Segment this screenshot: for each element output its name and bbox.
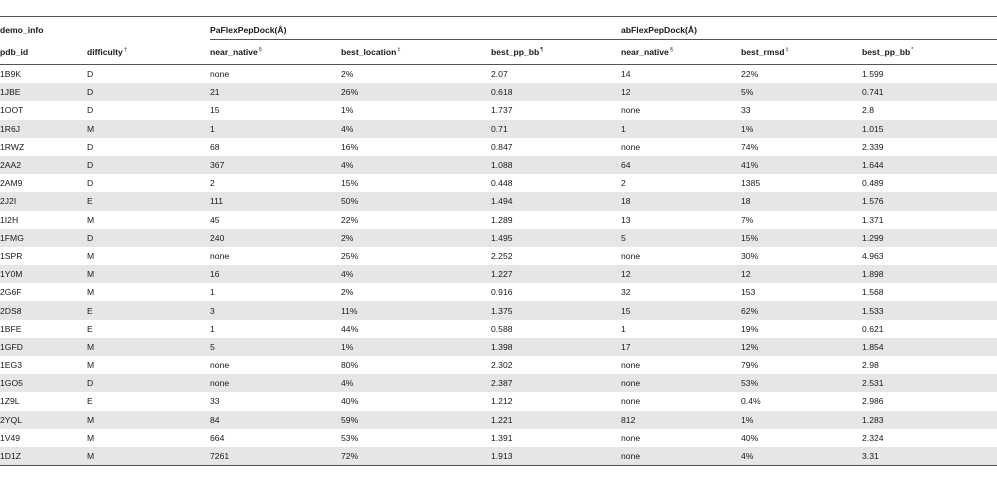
table-row [0, 229, 997, 247]
table-cell: 62% [741, 301, 862, 319]
table-row [0, 429, 997, 447]
table-cell: 1I2H [0, 214, 19, 225]
table-cell: 1BFE [0, 323, 22, 334]
table-cell: 0.448 [491, 178, 513, 189]
table-cell: 664 [210, 432, 225, 443]
table-cell: 84 [210, 411, 341, 429]
table-cell: 1 [210, 120, 341, 138]
column-header-label: best_pp_bb [862, 47, 911, 57]
column-header-1 [87, 40, 210, 65]
table-cell: 4% [341, 120, 491, 138]
table-cell: D [87, 229, 210, 247]
table-cell: 21 [210, 83, 341, 101]
table-cell: 80% [341, 360, 359, 371]
column-header-label: near_native [621, 47, 669, 57]
table-cell: 1GO5 [0, 374, 87, 392]
table-row [0, 101, 997, 119]
table-cell: 0.621 [862, 323, 884, 334]
footnote-marker: * [911, 47, 914, 54]
table-cell: M [87, 214, 95, 225]
table-cell: 2G6F [0, 287, 22, 298]
table-row [0, 283, 997, 301]
table-row [0, 174, 997, 192]
column-header-2 [210, 40, 341, 65]
table-cell: 2.98 [862, 360, 879, 371]
table-cell: 1.299 [862, 229, 997, 247]
table-cell: 2.252 [491, 250, 513, 261]
table-cell: E [87, 396, 93, 407]
table-cell: 2DS8 [0, 301, 87, 319]
table-cell: 5 [210, 338, 341, 356]
table-cell: E [87, 301, 210, 319]
table-cell: 7261 [210, 447, 341, 466]
table-cell: 3.31 [862, 447, 997, 466]
table-cell: M [87, 432, 95, 443]
table-cell: 812 [621, 411, 741, 429]
table-cell: 15% [741, 229, 862, 247]
group-header-pa: PaFlexPepDock(Å) [210, 17, 621, 40]
table-cell: 7% [741, 214, 754, 225]
table-cell: 1.644 [862, 156, 997, 174]
table-cell: 45 [210, 214, 220, 225]
table-row [0, 338, 997, 356]
table-cell: 2% [341, 287, 354, 298]
table-cell: 11% [341, 301, 491, 319]
table-row [0, 83, 997, 101]
table-row [0, 138, 997, 156]
table-cell: 2.339 [862, 141, 884, 152]
table-cell: none [210, 360, 230, 371]
table-cell: 1.391 [491, 432, 513, 443]
table-cell: 2J2I [0, 192, 87, 210]
table-cell: 0.618 [491, 83, 621, 101]
table-cell: 0.489 [862, 178, 884, 189]
table-cell: 1V49 [0, 432, 21, 443]
column-header-row [0, 40, 997, 65]
table-cell: 26% [341, 83, 491, 101]
table-cell: 44% [341, 323, 359, 334]
table-cell: 0.4% [741, 396, 761, 407]
table-cell: 1SPR [0, 250, 23, 261]
column-header-3 [341, 40, 491, 65]
table-cell: 1.854 [862, 338, 997, 356]
footnote-marker: ‡ [397, 47, 401, 54]
column-header-0 [0, 40, 87, 65]
table-cell: 17 [621, 338, 741, 356]
table-cell: 3 [210, 301, 341, 319]
table-cell: 1.283 [862, 411, 997, 429]
table-cell: 53% [741, 374, 862, 392]
table-cell: 32 [621, 287, 631, 298]
table-cell: 240 [210, 229, 341, 247]
column-header-label: best_pp_bb [491, 47, 540, 57]
table-cell: 2% [341, 69, 354, 80]
table-cell: 1.913 [491, 447, 621, 466]
table-cell: 30% [741, 250, 759, 261]
table-cell: 1.576 [862, 192, 997, 210]
table-cell: M [87, 120, 210, 138]
table-row [0, 192, 997, 210]
table-cell: 2.302 [491, 360, 513, 371]
table-cell: 1% [741, 411, 862, 429]
table-cell: 1.494 [491, 192, 621, 210]
table-cell: 12 [621, 83, 741, 101]
table-cell: 19% [741, 323, 759, 334]
table-cell: 1FMG [0, 229, 87, 247]
table-cell: 14 [621, 69, 631, 80]
table-cell: 2AM9 [0, 178, 23, 189]
table-cell: M [87, 265, 210, 283]
table-cell: 1.221 [491, 411, 621, 429]
table-cell: 111 [210, 192, 341, 210]
table-cell: D [87, 141, 94, 152]
table-cell: 1Y0M [0, 265, 87, 283]
table-cell: none [621, 105, 641, 116]
column-header-6 [741, 40, 862, 65]
table-cell: 1.495 [491, 229, 621, 247]
footnote-marker: † [123, 46, 127, 53]
table-cell: 12% [741, 338, 862, 356]
table-cell: 64 [621, 156, 741, 174]
table-cell: 72% [341, 447, 491, 466]
table-cell: 40% [341, 396, 359, 407]
table-cell: D [87, 105, 94, 116]
table-body [0, 65, 997, 466]
table-cell: 25% [341, 250, 359, 261]
table-cell: 12 [621, 265, 741, 283]
table-cell: 1.898 [862, 265, 997, 283]
table-cell: 1 [621, 323, 626, 334]
table-cell: 1RWZ [0, 141, 25, 152]
table-row [0, 320, 997, 338]
table-cell: 1Z9L [0, 396, 20, 407]
table-cell: D [87, 69, 94, 80]
table-cell: 50% [341, 192, 491, 210]
table-cell: D [87, 178, 94, 189]
table-cell: 1.088 [491, 156, 621, 174]
table-cell: 1GFD [0, 338, 87, 356]
table-cell: 1385 [741, 178, 761, 189]
results-table [0, 16, 997, 466]
column-header-7 [862, 40, 997, 65]
table-cell: 18 [741, 192, 862, 210]
table-cell: 2.986 [862, 396, 884, 407]
table-cell: 2.8 [862, 105, 874, 116]
table-row [0, 65, 997, 84]
table-cell: none [621, 360, 641, 371]
table-cell: E [87, 323, 93, 334]
table-cell: 1.568 [862, 287, 884, 298]
table-row [0, 156, 997, 174]
table-cell: 15 [621, 301, 741, 319]
table-cell: 367 [210, 156, 341, 174]
table-cell: 1OOT [0, 105, 24, 116]
table-cell: none [621, 396, 641, 407]
column-header-label: pdb_id [0, 46, 29, 57]
table-cell: D [87, 156, 210, 174]
table-cell: 1.375 [491, 301, 621, 319]
table-cell: 2.531 [862, 374, 997, 392]
table-cell: 74% [741, 141, 759, 152]
table-row [0, 211, 997, 229]
table-cell: 1.371 [862, 214, 884, 225]
table-cell: 53% [341, 432, 359, 443]
table-cell: 2 [210, 178, 215, 189]
table-cell: 33 [210, 396, 220, 407]
table-cell: 4% [341, 374, 491, 392]
table-cell: 59% [341, 411, 491, 429]
table-cell: M [87, 411, 210, 429]
table-cell: M [87, 250, 95, 261]
table-row [0, 447, 997, 466]
table-cell: 0.71 [491, 120, 621, 138]
table-cell: 1.015 [862, 120, 997, 138]
table-cell: 1 [210, 323, 215, 334]
table-cell: none [621, 141, 641, 152]
table-cell: 1JBE [0, 83, 87, 101]
group-header-row [0, 17, 997, 40]
table-cell: 2AA2 [0, 156, 87, 174]
table-cell: 5% [741, 83, 862, 101]
table-cell: 5 [621, 229, 741, 247]
footnote-marker: ¶ [540, 47, 544, 54]
table-cell: 16 [210, 265, 341, 283]
table-cell: 1.533 [862, 301, 997, 319]
table-cell: 4% [341, 265, 491, 283]
table-cell: D [87, 374, 210, 392]
table-cell: M [87, 287, 95, 298]
column-header-label: difficulty [87, 46, 123, 57]
table-cell: 22% [341, 214, 359, 225]
table-cell: 2.387 [491, 374, 621, 392]
table-row [0, 301, 997, 319]
column-header-4 [491, 40, 621, 65]
table-cell: 12 [741, 265, 862, 283]
column-header-label: near_native [210, 47, 258, 57]
table-cell: 1EG3 [0, 360, 22, 371]
table-cell: 1.599 [862, 69, 884, 80]
table-cell: 18 [621, 192, 741, 210]
table-cell: 1 [621, 120, 741, 138]
table-cell: 15% [341, 178, 359, 189]
table-cell: 16% [341, 141, 359, 152]
column-header-label: best_location [341, 47, 397, 57]
table-cell: none [210, 374, 341, 392]
table-cell: 2.324 [862, 432, 884, 443]
table-cell: 2 [621, 178, 626, 189]
table-cell: E [87, 192, 210, 210]
table-cell: 2YQL [0, 411, 87, 429]
table-cell: none [210, 250, 230, 261]
table-cell: 4.963 [862, 250, 884, 261]
table-cell: 1% [341, 338, 491, 356]
table-cell: 41% [741, 156, 862, 174]
table-cell: 1 [210, 287, 215, 298]
table-cell: 0.588 [491, 323, 513, 334]
table-row [0, 392, 997, 410]
table-row [0, 356, 997, 374]
table-cell: none [621, 432, 641, 443]
table-cell: 0.741 [862, 83, 997, 101]
table-cell: 13 [621, 214, 631, 225]
footnote-marker: ‡ [785, 47, 789, 54]
group-header-demo: demo_info [0, 17, 210, 40]
table-cell: none [621, 447, 741, 466]
table-cell: M [87, 360, 95, 371]
table-cell: 15 [210, 105, 220, 116]
table-cell: 1R6J [0, 120, 87, 138]
table-cell: D [87, 83, 210, 101]
table-cell: 4% [741, 447, 862, 466]
table-row [0, 265, 997, 283]
table-cell: 1.289 [491, 214, 513, 225]
table-cell: M [87, 338, 210, 356]
table-cell: 1.398 [491, 338, 621, 356]
table-cell: 1B9K [0, 69, 22, 80]
table-cell: none [621, 250, 641, 261]
table-cell: 2% [341, 229, 491, 247]
table-cell: 33 [741, 105, 751, 116]
footnote-marker: § [258, 47, 262, 54]
table-cell: 1% [741, 120, 862, 138]
table-cell: 4% [341, 156, 491, 174]
table-cell: 0.847 [491, 141, 513, 152]
table-cell: 1D1Z [0, 447, 87, 466]
table-cell: 40% [741, 432, 759, 443]
table-row [0, 374, 997, 392]
table-cell: 1.737 [491, 105, 513, 116]
table-cell: 1.227 [491, 265, 621, 283]
column-header-5 [621, 40, 741, 65]
table-row [0, 247, 997, 265]
table-cell: 79% [741, 360, 759, 371]
table-cell: M [87, 447, 210, 466]
footnote-marker: § [669, 47, 673, 54]
table-row [0, 411, 997, 429]
column-header-label: best_rmsd [741, 47, 785, 57]
table-row [0, 120, 997, 138]
table-cell: 0.916 [491, 287, 513, 298]
table-cell: 68 [210, 141, 220, 152]
group-header-ab: abFlexPepDock(Å) [621, 17, 997, 40]
table-cell: none [210, 69, 230, 80]
table-cell: 2.07 [491, 69, 508, 80]
table-cell: 22% [741, 69, 759, 80]
table-cell: none [621, 374, 741, 392]
table-cell: 1% [341, 105, 354, 116]
table-cell: 1.212 [491, 396, 513, 407]
table-cell: 153 [741, 287, 756, 298]
